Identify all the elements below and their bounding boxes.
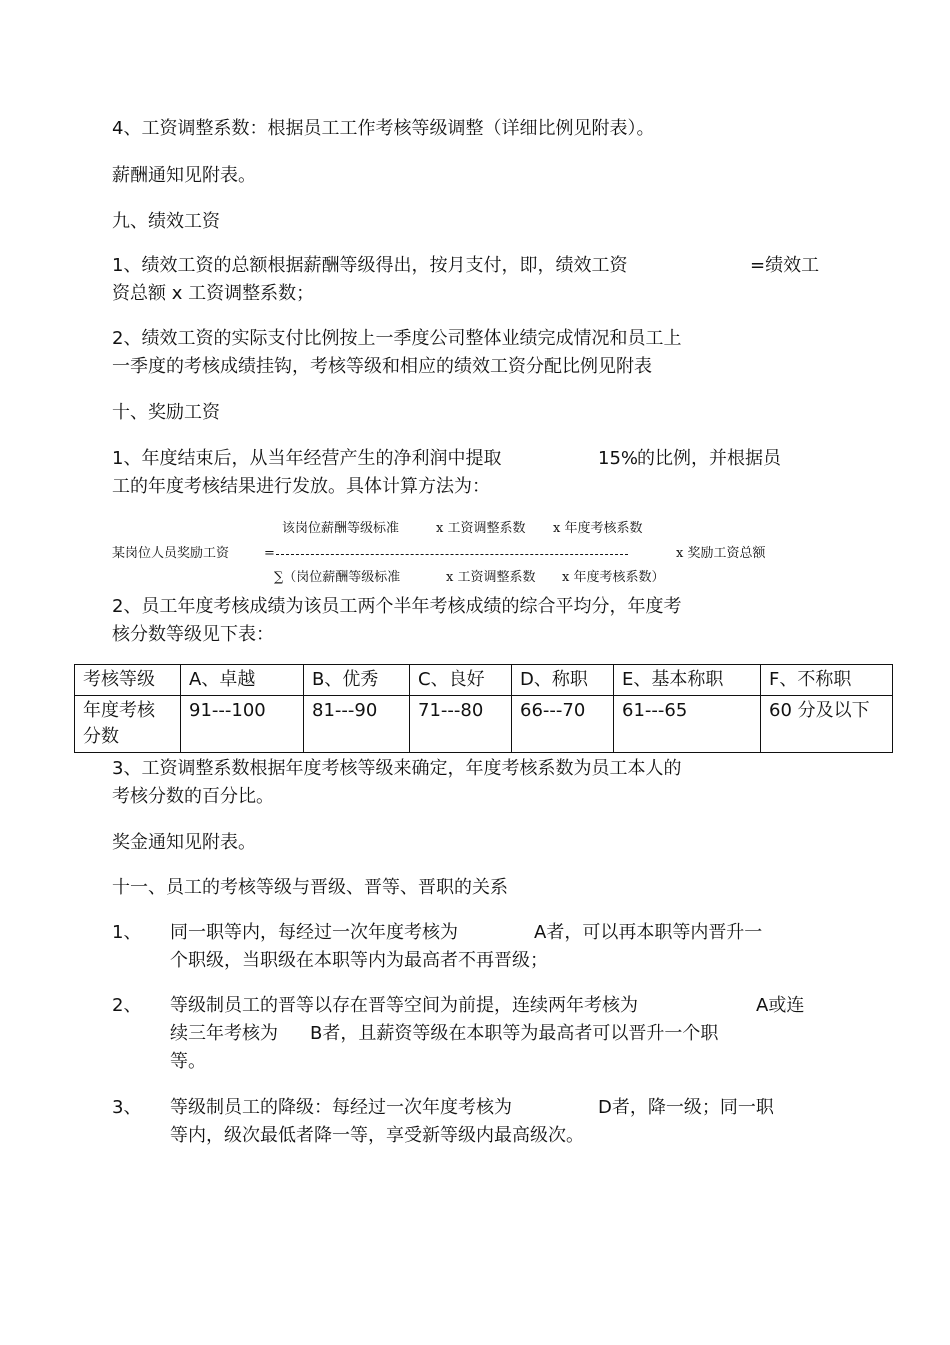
score-cell: 91---100 (181, 696, 304, 753)
grade-score-table (74, 664, 893, 753)
s11-item-2-line2-tail: B者，且薪资等级在本职等为最高者可以晋升一个职 (310, 1023, 719, 1044)
s9-paragraph-1-line1: 1、绩效工资的总额根据薪酬等级得出，按月支付，即，绩效工资 (112, 255, 628, 276)
grade-cell: E、基本称职 (614, 665, 761, 696)
formula-numerator-part-a: 该岗位薪酬等级标准 (282, 521, 400, 536)
s9-paragraph-1-line1-tail: =绩效工 (750, 255, 820, 276)
grade-cell: F、不称职 (761, 665, 893, 696)
table-header-grade: 考核等级 (75, 665, 181, 696)
s11-item-3-number: 3、 (112, 1097, 142, 1118)
score-cell: 81---90 (304, 696, 410, 753)
s11-item-1-number: 1、 (112, 922, 142, 943)
s11-item-2-line2: 续三年考核为 (170, 1023, 278, 1044)
formula-denominator-part-b: x 工资调整系数 (446, 570, 536, 585)
grade-cell: D、称职 (512, 665, 614, 696)
s10-paragraph-2-line1: 2、员工年度考核成绩为该员工两个半年考核成绩的综合平均分，年度考 (112, 596, 682, 617)
s11-item-2-number: 2、 (112, 995, 142, 1016)
s10-paragraph-2-line2: 核分数等级见下表： (112, 624, 274, 645)
s11-item-1-line2: 个职级，当职级在本职等内为最高者不再晋级； (170, 950, 548, 971)
formula-denominator-part-a: ∑（岗位薪酬等级标准 (274, 570, 401, 585)
s10-paragraph-1-line1: 1、年度结束后，从当年经营产生的净利润中提取 (112, 448, 502, 469)
section-10-title: 十、奖励工资 (112, 402, 220, 423)
section-9-title: 九、绩效工资 (112, 211, 220, 232)
score-cell: 66---70 (512, 696, 614, 753)
s10-percentage: 15% (598, 448, 639, 469)
s11-item-2-line1: 等级制员工的晋等以存在晋等空间为前提，连续两年考核为 (170, 995, 638, 1016)
wage-adjust-item: 4、工资调整系数：根据员工工作考核等级调整（详细比例见附表）。 (112, 118, 655, 139)
s11-item-3-line2: 等内，级次最低者降一等，享受新等级内最高级次。 (170, 1125, 584, 1146)
s11-item-3-line1-tail: D者，降一级；同一职 (598, 1097, 774, 1118)
grade-cell: A、卓越 (181, 665, 304, 696)
table-header-score-line1: 年度考核 (83, 700, 155, 721)
formula-multiplier: x 奖励工资总额 (676, 546, 766, 561)
s10-paragraph-3-line2: 考核分数的百分比。 (112, 786, 274, 807)
grade-cell: C、良好 (410, 665, 512, 696)
score-cell: 71---80 (410, 696, 512, 753)
table-row (75, 665, 893, 696)
s11-item-1-line1-tail: A者，可以再本职等内晋升一 (534, 922, 763, 943)
s11-item-1-line1: 同一职等内，每经过一次年度考核为 (170, 922, 458, 943)
score-cell: 61---65 (614, 696, 761, 753)
table-header-score-line2: 分数 (83, 726, 119, 747)
table-header-score (75, 696, 181, 753)
formula-fraction-line (276, 554, 628, 555)
s11-item-2-line3: 等。 (170, 1051, 206, 1072)
formula-lhs: 某岗位人员奖励工资 (112, 546, 230, 561)
s9-paragraph-2-line1: 2、绩效工资的实际支付比例按上一季度公司整体业绩完成情况和员工上 (112, 328, 682, 349)
s10-paragraph-1-line2: 工的年度考核结果进行发放。具体计算方法为： (112, 476, 490, 497)
s10-paragraph-3-line1: 3、工资调整系数根据年度考核等级来确定，年度考核系数为员工本人的 (112, 758, 682, 779)
formula-numerator-part-b: x 工资调整系数 (436, 521, 526, 536)
formula-equals: = (264, 546, 275, 561)
score-cell: 60 分及以下 (761, 696, 893, 753)
formula-numerator-part-c: x 年度考核系数 (553, 521, 643, 536)
s9-paragraph-1-line2: 资总额 x 工资调整系数； (112, 283, 315, 304)
salary-notice: 薪酬通知见附表。 (112, 165, 256, 186)
s9-paragraph-2-line2: 一季度的考核成绩挂钩，考核等级和相应的绩效工资分配比例见附表 (112, 356, 652, 377)
formula-denominator-part-c: x 年度考核系数） (562, 570, 665, 585)
s11-item-2-line1-tail: A或连 (756, 995, 805, 1016)
bonus-notice: 奖金通知见附表。 (112, 832, 256, 853)
table-row (75, 696, 893, 753)
s11-item-3-line1: 等级制员工的降级：每经过一次年度考核为 (170, 1097, 512, 1118)
grade-cell: B、优秀 (304, 665, 410, 696)
s10-paragraph-1-line1-tail: 的比例，并根据员 (637, 448, 781, 469)
section-11-title: 十一、员工的考核等级与晋级、晋等、晋职的关系 (112, 877, 508, 898)
